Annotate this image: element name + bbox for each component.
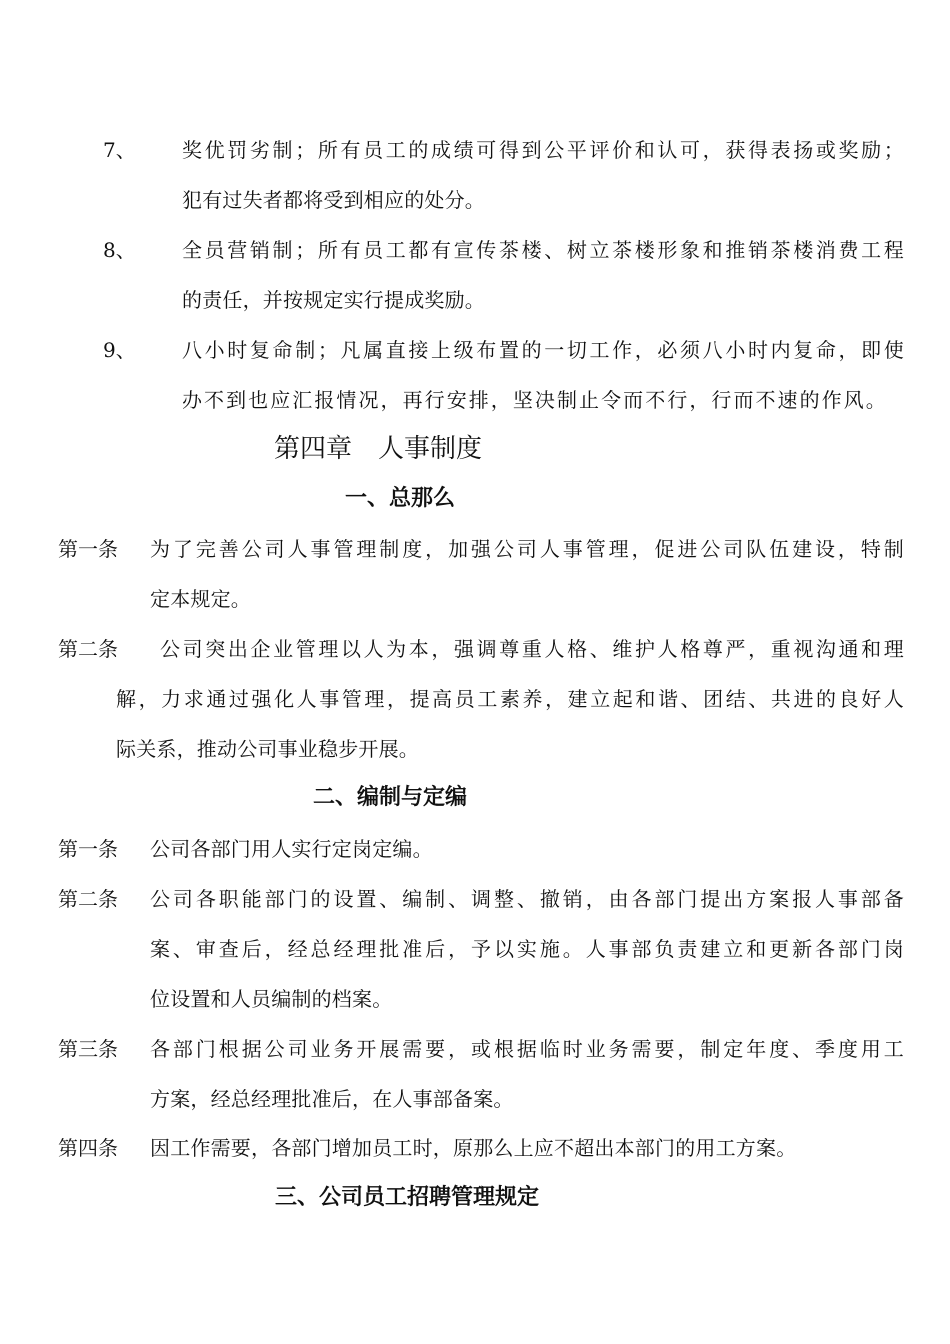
section-heading: 一、总那么 — [345, 486, 456, 511]
list-item-text: 奖优罚劣制；所有员工的成绩可得到公平评价和认可，获得表扬或奖励； — [182, 138, 904, 162]
list-item-text: 的责任，并按规定实行提成奖励。 — [182, 288, 485, 312]
article-text: 因工作需要，各部门增加员工时，原那么上应不超出本部门的用工方案。 — [150, 1136, 797, 1160]
article-text: 公司各部门用人实行定岗定编。 — [150, 837, 433, 861]
article-text: 解，力求通过强化人事管理，提高员工素养，建立起和谐、团结、共进的良好人 — [116, 687, 904, 711]
list-item-text: 八小时复命制；凡属直接上级布置的一切工作，必须八小时内复命，即使 — [182, 338, 904, 362]
article-label: 第三条 — [58, 1037, 118, 1061]
article-label: 第二条 — [58, 637, 118, 661]
list-item-text: 犯有过失者都将受到相应的处分。 — [182, 188, 485, 212]
article-text: 际关系，推动公司事业稳步开展。 — [116, 737, 419, 761]
chapter-title: 第四章 人事制度 — [274, 434, 483, 464]
article-text: 案、审查后，经总经理批准后，予以实施。人事部负责建立和更新各部门岗 — [150, 937, 904, 961]
article-text: 位设置和人员编制的档案。 — [150, 987, 393, 1011]
list-number: 9、 — [103, 338, 136, 362]
section-heading: 三、公司员工招聘管理规定 — [275, 1185, 540, 1210]
article-label: 第二条 — [58, 887, 118, 911]
article-text: 各部门根据公司业务开展需要，或根据临时业务需要，制定年度、季度用工 — [150, 1037, 904, 1061]
section-heading: 二、编制与定编 — [313, 785, 468, 810]
list-item-text: 办不到也应汇报情况，再行安排，坚决制止令而不行，行而不速的作风。 — [182, 388, 886, 412]
list-number: 8、 — [103, 238, 136, 262]
list-item-text: 全员营销制；所有员工都有宣传茶楼、树立茶楼形象和推销茶楼消费工程 — [182, 238, 904, 262]
article-text: 公司各职能部门的设置、编制、调整、撤销，由各部门提出方案报人事部备 — [150, 887, 904, 911]
article-label: 第一条 — [58, 537, 118, 561]
article-label: 第一条 — [58, 837, 118, 861]
article-text: 定本规定。 — [150, 587, 251, 611]
article-text: 方案，经总经理批准后，在人事部备案。 — [150, 1087, 514, 1111]
article-text: 公司突出企业管理以人为本，强调尊重人格、维护人格尊严，重视沟通和理 — [160, 637, 904, 661]
article-label: 第四条 — [58, 1136, 118, 1160]
article-text: 为了完善公司人事管理制度，加强公司人事管理，促进公司队伍建设，特制 — [150, 537, 904, 561]
list-number: 7、 — [103, 138, 136, 162]
